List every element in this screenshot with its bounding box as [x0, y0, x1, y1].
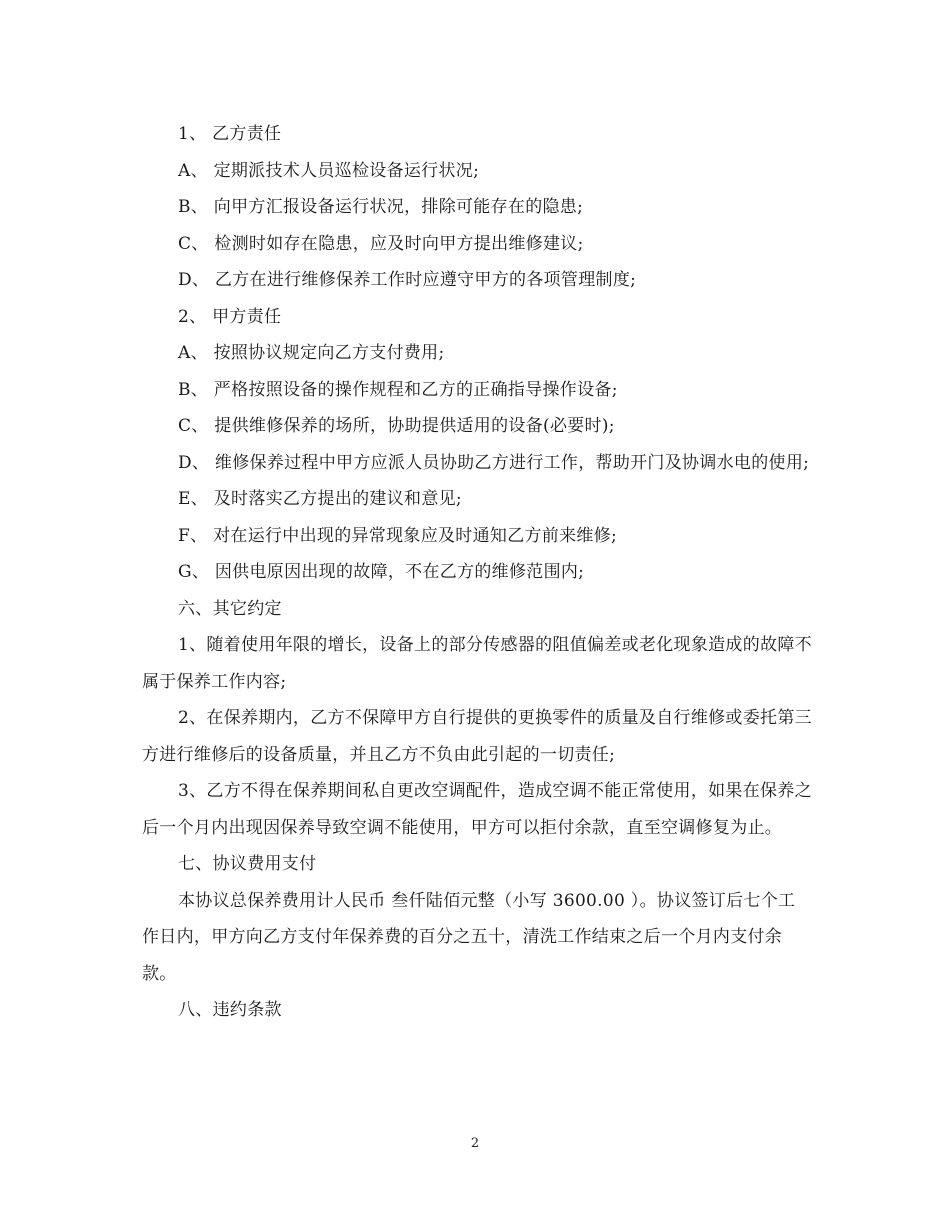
- paragraph: 2、 甲方责任: [178, 306, 282, 327]
- paragraph: 1、随着使用年限的增长，设备上的部分传感器的阻值偏差或老化现象造成的故障不属于保养工作内容;: [142, 635, 812, 692]
- paragraph: C、 检测时如存在隐患，应及时向甲方提出维修建议;: [178, 233, 584, 254]
- paragraph: A、 按照协议规定向乙方支付费用;: [178, 343, 445, 363]
- paragraph: 3、乙方不得在保养期间私自更改空调配件，造成空调不能正常使用，如果在保养之后一个月内出现因保养导致空调不能使用，甲方可以拒付余款，直至空调修复为止。: [142, 781, 812, 838]
- document-body: [142, 116, 812, 1029]
- paragraph: 1、 乙方责任: [178, 124, 282, 144]
- paragraph: B、 严格按照设备的操作规程和乙方的正确指导操作设备;: [178, 379, 618, 400]
- paragraph: E、 及时落实乙方提出的建议和意见;: [178, 489, 462, 509]
- section-heading: 六、其它约定: [178, 598, 282, 619]
- section-heading: 七、协议费用支付: [178, 854, 317, 874]
- paragraph: 本协议总保养费用计人民币 叁仟陆佰元整（小写 3600.00 ）。协议签订后七个工作日内，甲方向乙方支付年保养费的百分之五十，清洗工作结束之后一个月内支付余款。: [142, 890, 796, 984]
- paragraph: B、 向甲方汇报设备运行状况，排除可能存在的隐患;: [178, 197, 584, 217]
- paragraph: A、 定期派技术人员巡检设备运行状况;: [178, 160, 480, 181]
- paragraph: C、 提供维修保养的场所，协助提供适用的设备(必要时);: [178, 416, 615, 436]
- paragraph: 2、在保养期内，乙方不保障甲方自行提供的更换零件的质量及自行维修或委托第三方进行维修后的设备质量，并且乙方不负由此引起的一切责任;: [142, 708, 812, 765]
- page-number: 2: [470, 1136, 480, 1151]
- paragraph: G、 因供电原因出现的故障，不在乙方的维修范围内;: [178, 562, 585, 582]
- paragraph: F、 对在运行中出现的异常现象应及时通知乙方前来维修;: [178, 525, 618, 546]
- section-heading: 八、违约条款: [178, 1000, 282, 1020]
- paragraph: D、 维修保养过程中甲方应派人员协助乙方进行工作，帮助开门及协调水电的使用;: [178, 452, 810, 473]
- paragraph: D、 乙方在进行维修保养工作时应遵守甲方的各项管理制度;: [178, 270, 637, 290]
